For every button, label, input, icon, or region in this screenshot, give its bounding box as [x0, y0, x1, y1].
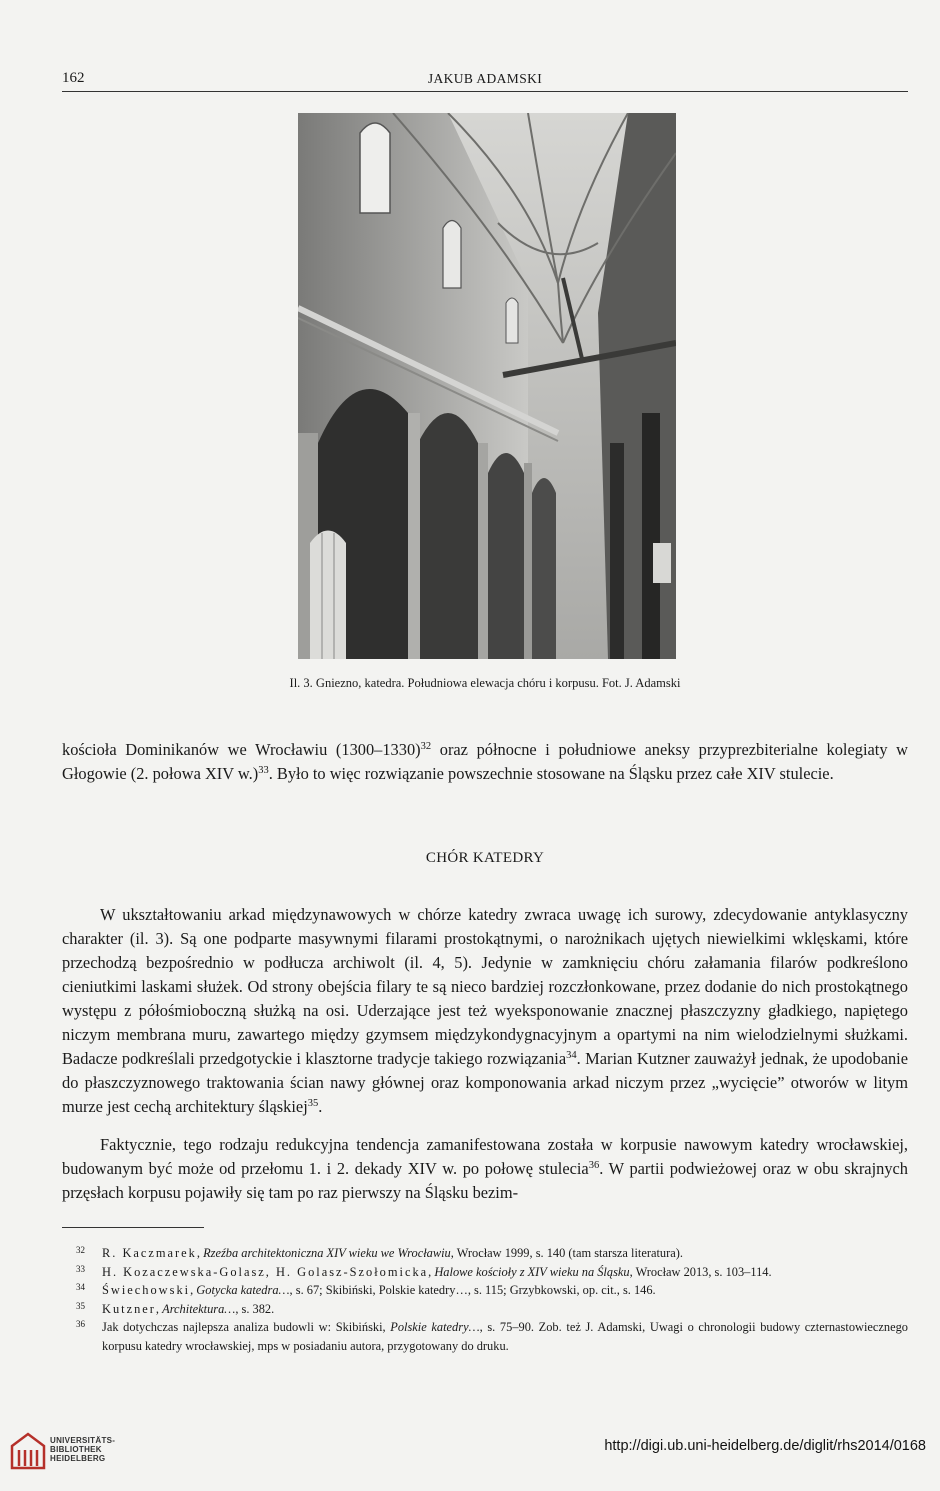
- footnote-33: 33 H. Kozaczewska-Golasz, H. Golasz-Szołomicka, Halowe kościoły z XIV wieku na Śląsku, Wrocław 2013, s. 103–114.: [76, 1263, 772, 1279]
- paragraph-2: W ukształtowaniu arkad międzynawowych w chórze katedry zwraca uwagę ich surowy, zdecydowanie antyklasyczny charakter (il. 3). Są one podparte masywnymi filarami prostokątnymi, o narożnikach ujętych niewielkimi wklęskami, które przechodzą bezpośrednio w podłucza archiwolt (il. 4, 5). Jedynie w zamknięciu chóru załamania filarów podkreślono cieniutkimi laskami służek. Od strony obejścia filary te są nieco bardziej rozczłonkowane, przez dodanie do nich prostokątnego występu z półośmioboczną służką na osi. Uderzające jest też wyeksponowanie znacznej płaszczyzny gładkiego, napiętego niczym membrana muru, zawartego między gzymsem międzykondygnacyjnym a opartymi na nim wielodzielnymi służkami. Badacze podkreślali przedgotyckie i klasztorne tradycje takiego rozwiązania$^{34}$. Marian Kutzner zauważył jednak, że upodobanie do płaszczyznowego traktowania ścian nawy głównej oraz komponowania arkad niczym przez „wycięcie” otworów w litym murze jest cechą architektury śląskiej$^{35}$.: [62, 905, 908, 1116]
- footnotes: [62, 1244, 908, 1355]
- paragraph-3: Faktycznie, tego rodzaju redukcyjna tendencja zamanifestowana została w korpusie nawowym katedry wrocławskiej, budowanym być może od przełomu 1. i 2. dekady XIV w. po połowę stulecia$^{36}$. W partii podwieżowej oraz w obu skrajnych przęsłach korpusu pojawiły się tam po raz pierwszy na Śląsku bezim-: [62, 1135, 908, 1202]
- footnote-rule: [62, 1227, 204, 1228]
- page-number: 162: [62, 70, 85, 86]
- footnote-32: 32 R. Kaczmarek, Rzeźba architektoniczna XIV wieku we Wrocławiu, Wrocław 1999, s. 140 (tam starsza literatura).: [76, 1245, 683, 1260]
- footnote-34: 34 Świechowski, Gotycka katedra…, s. 67; Skibiński, Polskie katedry…, s. 115; Grzybkowski, op. cit., s. 146.: [76, 1282, 656, 1297]
- cathedral-photo: [298, 113, 676, 659]
- header-rule: [62, 91, 908, 92]
- footnote-35: 35 Kutzner, Architektura…, s. 382.: [76, 1300, 275, 1316]
- footnote-36: 36 Jak dotychczas najlepsza analiza budowli w: Skibiński, Polskie katedry…, s. 75–90. Zob. też J. Adamski, Uwagi o chronologii budowy czternastowiecznego korpusu katedry wrocławskiej, mps w posiadaniu autora, przygotowany do druku.: [76, 1319, 908, 1353]
- section-heading: CHÓR KATEDRY: [425, 850, 545, 866]
- page-header: [62, 70, 908, 92]
- running-head: JAKUB ADAMSKI: [427, 71, 543, 86]
- footnote-ref-33[interactable]: 33: [258, 765, 269, 776]
- page-footer: [0, 1418, 940, 1491]
- footnote-ref-36[interactable]: 36: [588, 1160, 600, 1171]
- footnote-ref-34[interactable]: 34: [566, 1050, 577, 1061]
- cathedral-interior-illustration: [298, 113, 676, 659]
- footnote-ref-35[interactable]: 35: [307, 1098, 319, 1109]
- footnote-ref-32[interactable]: 32: [420, 741, 432, 752]
- library-name: UNIVERSITÄTS- BIBLIOTHEK HEIDELBERG: [50, 1436, 116, 1463]
- library-logo-icon: [10, 1432, 46, 1470]
- paragraph-1: kościoła Dominikanów we Wrocławiu (1300–1330)$^{32}$ oraz północne i południowe aneksy przyprezbiterialne kolegiaty w Głogowie (2. połowa XIV w.)$^{33}$. Było to więc rozwiązanie powszechnie stosowane na Śląsku przez całe XIV stulecie.: [62, 740, 908, 783]
- source-url-link[interactable]: http://digi.ub.uni-heidelberg.de/diglit/rhs2014/0168: [604, 1438, 926, 1454]
- figure-caption: Il. 3. Gniezno, katedra. Południowa elewacja chóru i korpusu. Fot. J. Adamski: [289, 676, 681, 690]
